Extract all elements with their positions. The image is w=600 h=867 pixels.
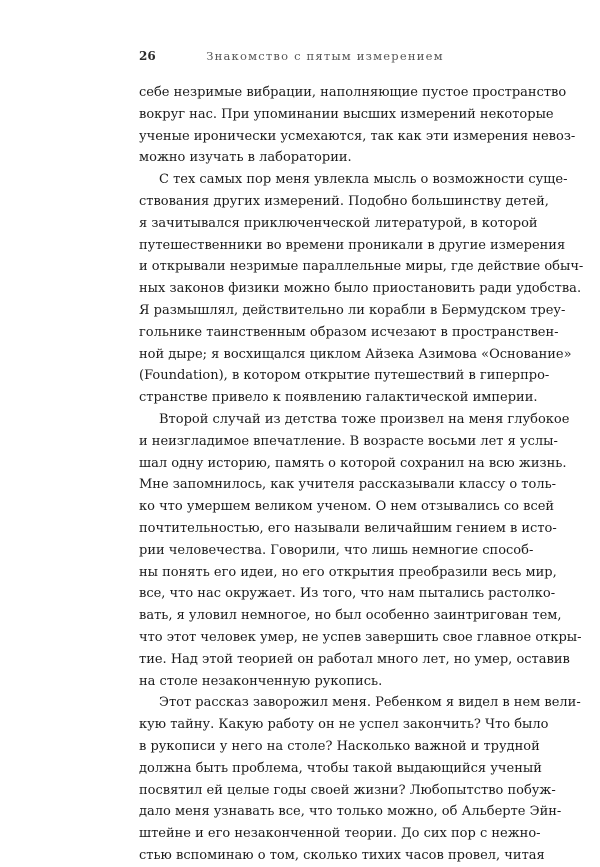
text-line: я зачитывался приключенческой литературой, в которой bbox=[139, 215, 538, 231]
text-line: штейне и его незаконченной теории. До сих пор с нежно- bbox=[139, 826, 541, 842]
text-line: Мне запомнилось, как учителя рассказывали классу о толь- bbox=[139, 477, 557, 493]
text-line: шал одну историю, память о которой сохранил на всю жизнь. bbox=[139, 455, 567, 471]
page-number: 26 bbox=[139, 49, 156, 63]
text-line: гольнике таинственным образом исчезают в пространствен- bbox=[139, 324, 559, 340]
text-line: странстве привело к появлению галактической империи. bbox=[139, 390, 538, 406]
body-text bbox=[139, 82, 584, 867]
text-line: Этот рассказ заворожил меня. Ребенком я видел в нем вели- bbox=[159, 695, 581, 711]
text-line: и открывали незримые параллельные миры, где действие обыч- bbox=[139, 259, 584, 275]
text-line: ных законов физики можно было приостановить ради удобства. bbox=[139, 281, 582, 297]
text-line: посвятил ей целые годы своей жизни? Любопытство побуж- bbox=[139, 782, 556, 798]
text-line: ны понять его идеи, но его открытия преобразили весь мир, bbox=[139, 564, 557, 580]
text-line: (Foundation), в котором открытие путешествий в гиперпро- bbox=[139, 368, 550, 384]
text-line: на столе незаконченную рукопись. bbox=[139, 673, 383, 689]
text-line: путешественники во времени проникали в другие измерения bbox=[139, 237, 566, 253]
paragraph bbox=[139, 169, 584, 409]
text-line: ко что умершем великом ученом. О нем отзывались со всей bbox=[139, 499, 555, 515]
text-line: ной дыре; я восхищался циклом Айзека Азимова «Основание» bbox=[139, 346, 572, 362]
running-title: Знакомство с пятым измерением bbox=[206, 49, 444, 63]
text-line: ствования других измерений. Подобно большинству детей, bbox=[139, 193, 549, 209]
text-line: Я размышлял, действительно ли корабли в Бермудском треу- bbox=[139, 302, 566, 318]
text-line: рии человечества. Говорили, что лишь немногие способ- bbox=[139, 542, 534, 558]
text-line: почтительностью, его называли величайшим гением в исто- bbox=[139, 520, 557, 536]
text-line: тие. Над этой теорией он работал много лет, но умер, оставив bbox=[139, 651, 570, 667]
text-line: все, что нас окружает. Из того, что нам пытались растолко- bbox=[139, 586, 556, 602]
text-line: ученые иронически усмехаются, так как эти измерения невоз- bbox=[139, 128, 576, 144]
text-line: себе незримые вибрации, наполняющие пустое пространство bbox=[139, 85, 567, 100]
paragraph bbox=[139, 82, 576, 169]
text-line: Второй случай из детства тоже произвел на меня глубокое bbox=[159, 411, 570, 427]
paragraph bbox=[139, 692, 581, 866]
running-head bbox=[139, 47, 511, 65]
text-line: дало меня узнавать все, что только можно, об Альберте Эйн- bbox=[139, 804, 562, 820]
text-line: и неизгладимое впечатление. В возрасте восьми лет я услы- bbox=[139, 433, 558, 449]
text-line: вокруг нас. При упоминании высших измерений некоторые bbox=[139, 106, 554, 122]
text-line: должна быть проблема, чтобы такой выдающийся ученый bbox=[139, 760, 542, 776]
text-line: в рукописи у него на столе? Насколько важной и трудной bbox=[139, 738, 540, 754]
text-line: вать, я уловил немногое, но был особенно заинтригован тем, bbox=[139, 608, 562, 624]
text-line: можно изучать в лаборатории. bbox=[139, 150, 352, 166]
text-line: С тех самых пор меня увлекла мысль о возможности суще- bbox=[159, 172, 568, 188]
paragraph bbox=[139, 409, 582, 692]
text-line: кую тайну. Какую работу он не успел закончить? Что было bbox=[139, 717, 549, 733]
text-line: стью вспоминаю о том, сколько тихих часов провел, читая bbox=[139, 847, 545, 863]
text-line: что этот человек умер, не успев завершить свое главное откры- bbox=[139, 629, 582, 645]
